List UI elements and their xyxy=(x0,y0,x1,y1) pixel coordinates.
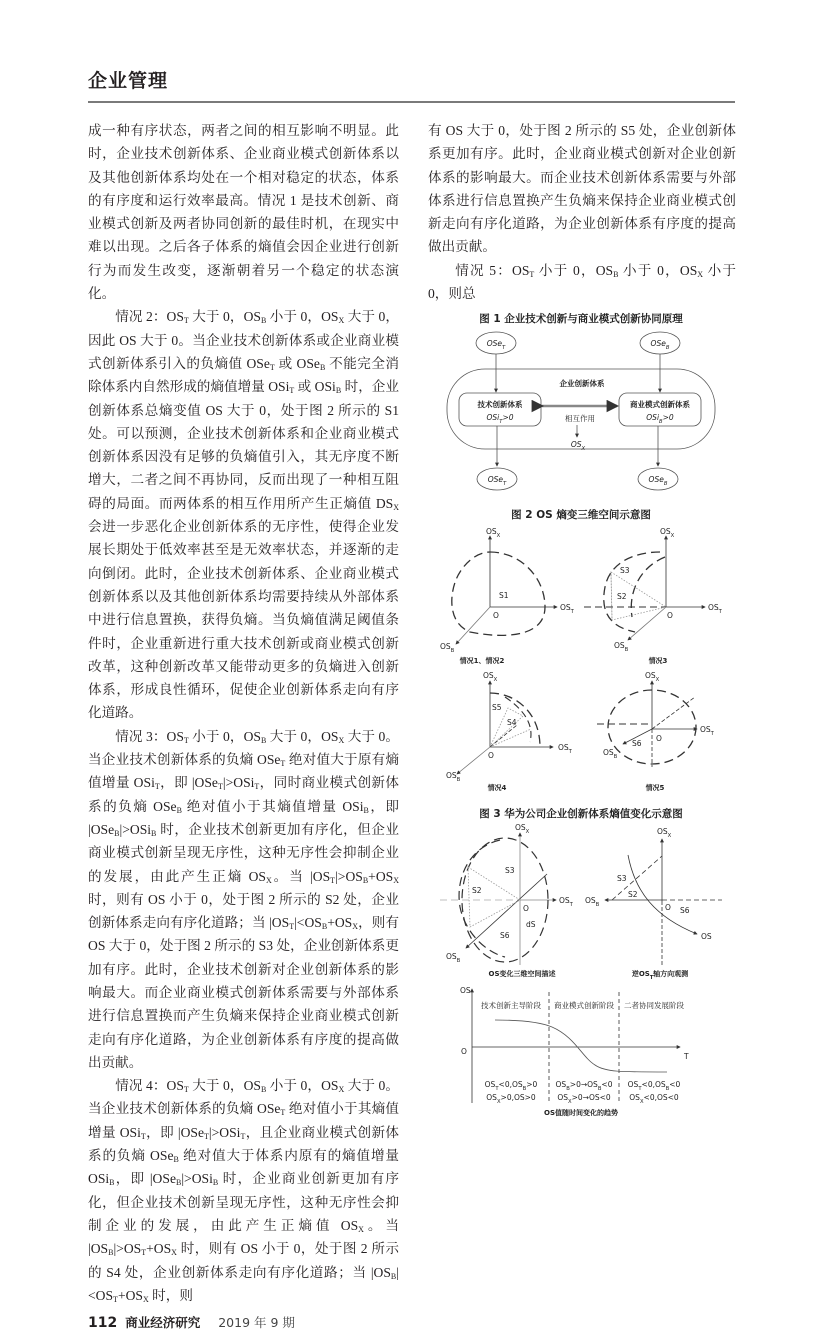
text-run: 大于 0，OS xyxy=(188,309,261,325)
condition-text xyxy=(486,1093,536,1105)
text-run: OSe xyxy=(487,475,504,484)
text-run: OSi xyxy=(646,413,660,422)
caption-case-5: 情况5 xyxy=(645,784,665,792)
figure-3-title: 图 3 华为公司企业创新体系熵值变化示意图 xyxy=(479,808,683,820)
origin-label: O xyxy=(488,751,494,760)
subscript: B xyxy=(456,777,461,783)
subscript: X xyxy=(352,922,359,932)
s5-label: S5 xyxy=(492,703,502,712)
subscript: B xyxy=(613,754,618,760)
text-run: 时，企业技术创新更加有序化，但企业商业模式创新呈现无序性，这种无序性会抑制企业的发展，由此产生正熵 OS xyxy=(88,821,399,884)
text-run: OS xyxy=(700,725,711,734)
text-run: |>OSi xyxy=(208,1124,241,1140)
tech-condition xyxy=(486,413,513,425)
subscript: B xyxy=(260,735,267,745)
subscript: B xyxy=(363,805,369,815)
text-run: >0,OS>0 xyxy=(500,1093,536,1102)
subscript: X xyxy=(581,446,586,452)
subscript: B xyxy=(319,362,326,372)
text-run: 绝对值大于原有熵值增量 OSi xyxy=(88,752,399,791)
enterprise-system-label: 企业创新体系 xyxy=(559,379,605,388)
subscript: B xyxy=(456,958,461,964)
figure-1-title: 图 1 企业技术创新与商业模式创新协同原理 xyxy=(479,313,683,325)
text-run: 成一种有序状态，两者之间的相互影响不明显。此时，企业技术创新体系、企业商业模式创新体系以及其他创新体系均处在一个相对稳定的状态，体系的有序度和运行效率最高。情况 1 是技术创新、商业模式创新及两者协同创新的最佳时机，在现实中难以出现。之后各子体系的熵值会因企业进行创新行为而发生改变，逐渐朝着另一个稳定的状态演化。 xyxy=(88,123,399,302)
text-run: <0,OS<0 xyxy=(643,1093,679,1102)
subscript: X xyxy=(265,875,272,885)
text-run: ，同时商业模式创新体系的负熵 OSe xyxy=(88,775,400,814)
text-run: <0,OS xyxy=(641,1080,666,1089)
subscript: B xyxy=(597,1086,602,1092)
text-run: OS xyxy=(645,671,656,680)
origin-label: O xyxy=(493,611,499,620)
subscript: T xyxy=(330,875,336,885)
subscript: X xyxy=(393,502,399,512)
condition-text xyxy=(556,1080,613,1092)
text-run: OS xyxy=(486,1093,497,1102)
origin-label: O xyxy=(523,904,529,913)
os-curve-label: OS xyxy=(701,932,712,941)
text-run: OS xyxy=(559,896,570,905)
text-run: <0 xyxy=(601,1080,613,1089)
s4-label: S4 xyxy=(507,718,517,727)
text-run: OS xyxy=(486,527,497,536)
text-run: 。当 |OS xyxy=(271,868,331,884)
text-run: OS xyxy=(627,1080,639,1089)
text-run: 大于 0，OS xyxy=(188,1078,261,1094)
text-run: 情况 2：OS xyxy=(115,309,184,325)
stage-label-synergy: 二者协同发展阶段 xyxy=(624,1001,684,1010)
section-title: 企业管理 xyxy=(88,70,169,92)
subscript: T xyxy=(113,1294,118,1304)
subscript: X xyxy=(393,875,399,885)
text-run: 大于 0。当企业技术创新体系的负熵 OSe xyxy=(88,1078,399,1117)
subscript: T xyxy=(141,1248,147,1258)
text-run: 有 OS 大于 0，处于图 2 所示的 S5 处，企业创新体系更加有序。此时，企业商业模式创新对企业创新体系的影响最大。而企业技术创新体系需要与外部体系进行信息置换产生负熵来保持企业商业模式创新走向有序化道路，为企业创新体系有序度的提高做出贡献。 xyxy=(428,123,736,255)
subscript: B xyxy=(566,1086,570,1092)
axis-label-osx xyxy=(486,527,501,539)
text-run: |<OS xyxy=(294,915,322,931)
subscript: T xyxy=(569,902,573,908)
subscript: B xyxy=(595,902,600,908)
s3-label: S3 xyxy=(620,566,630,575)
axis-label-osb xyxy=(440,642,455,654)
text-run: OSe xyxy=(648,475,664,484)
text-run: OS xyxy=(657,827,668,836)
text-run: 小于 0，OS xyxy=(266,1078,339,1094)
text-run: 绝对值小于其熵值增量 OSi xyxy=(88,1101,399,1140)
subscript: X xyxy=(338,735,345,745)
subscript: X xyxy=(525,829,530,835)
subscript: T xyxy=(638,1086,642,1092)
ose-t-in-label xyxy=(487,339,506,351)
subscript: T xyxy=(183,1085,189,1095)
subscript: T xyxy=(495,1086,499,1092)
text-run: OSi xyxy=(486,413,500,422)
subscript: X xyxy=(496,1099,501,1105)
subscript: B xyxy=(624,647,629,653)
panel-3d-description xyxy=(440,823,574,978)
text-run: +OS xyxy=(327,915,353,931)
text-run: OS xyxy=(660,527,671,536)
condition-text xyxy=(629,1093,679,1105)
panel-case-4 xyxy=(446,671,573,792)
subscript: X xyxy=(670,533,675,539)
text-run: ，即 |OSe xyxy=(145,1124,204,1140)
subscript: B xyxy=(260,316,267,326)
subscript: T xyxy=(710,731,714,737)
journal-name: 商业经济研究 xyxy=(125,1315,201,1330)
text-run: |>OS xyxy=(113,1241,142,1257)
business-condition xyxy=(646,413,674,425)
text-run: ，则有 OS 大于 0，处于图 2 所示的 S3 处，企业创新体系更加有序。此时，企业技术创新对企业创新体系的影响最大。而企业商业模式创新体系需要与外部体系进行信息置换而产生负熵来保持企业商业模式创新走向有序化道路，为企业创新体系有序度的提高做出贡献。 xyxy=(88,915,400,1070)
text-run: OS xyxy=(440,642,451,651)
figure-2-title: 图 2 OS 熵变三维空间示意图 xyxy=(511,509,651,521)
tech-innovation-label: 技术创新体系 xyxy=(477,400,523,409)
caption-case-1-2: 情况1、情况2 xyxy=(459,657,505,665)
caption-3d-description: OS变化三维空间描述 xyxy=(488,970,556,978)
text-run: <0,OS xyxy=(498,1080,523,1089)
text-run: 时，企业商业创新更加有序化，但企业技术创新呈现无序性，这种无序性会抑制企业的发展，由此产生正熵值 OS xyxy=(88,1171,400,1233)
axis-label-ost xyxy=(559,896,574,908)
caption-case-4: 情况4 xyxy=(487,784,507,792)
text-run: OS xyxy=(603,748,614,757)
text-run: 小于 0，OS xyxy=(188,728,261,744)
subscript: B xyxy=(450,648,455,654)
text-run: OS xyxy=(614,641,625,650)
subscript: X xyxy=(667,833,672,839)
stage-label-business: 商业模式创新阶段 xyxy=(554,1001,614,1010)
subscript: B xyxy=(335,386,342,396)
text-run: 绝对值小于其熵值增量 OSi xyxy=(181,798,364,814)
subscript: T xyxy=(568,749,572,755)
subscript: B xyxy=(108,1248,114,1258)
osx-label xyxy=(571,440,586,452)
subscript: B xyxy=(114,828,120,838)
condition-text xyxy=(628,1080,681,1092)
caption-case-3: 情况3 xyxy=(648,657,668,665)
text-run: OS xyxy=(558,743,569,752)
subscript: T xyxy=(503,481,507,487)
origin-label: O xyxy=(667,611,673,620)
trend-origin: O xyxy=(461,1047,467,1056)
text-run: 时，企业创新体系总熵变值 OS 大于 0，处于图 2 所示的 S1 处。可以预测，企业技术创新体系和企业商业模式创新体系因没有足够的负熵值引入，其无序度不断增大，二者之间不再协同，反而出现了一种相互阻碍的局面。而两体系的相互作用所产生正熵值 DS xyxy=(88,379,399,511)
text-run: ，即 |OSe xyxy=(159,775,218,791)
subscript: B xyxy=(665,345,670,351)
s6-label: S6 xyxy=(680,906,690,915)
text-run: |>OSi xyxy=(181,1171,213,1187)
panel-case-1-2 xyxy=(440,527,575,665)
axis-label-ost xyxy=(560,603,575,615)
ose-t-out-label xyxy=(488,475,507,487)
subscript: B xyxy=(175,1178,182,1188)
text-run: +OS xyxy=(117,1287,143,1303)
subscript: X xyxy=(493,677,498,683)
subscript: T xyxy=(140,1131,146,1141)
axis-label-osb xyxy=(603,748,618,760)
panel-case-3 xyxy=(584,527,723,665)
axis-label-ost xyxy=(558,743,573,755)
text-run: OS xyxy=(555,1080,567,1089)
text-run: OS xyxy=(515,823,526,832)
text-run: OS xyxy=(446,771,457,780)
trend-y-label: OS xyxy=(460,986,471,995)
text-run: OS xyxy=(708,603,719,612)
subscript: B xyxy=(173,1155,179,1165)
subscript: B xyxy=(260,1085,267,1095)
text-run: 逆OS xyxy=(631,970,650,978)
subscript: X xyxy=(496,533,501,539)
text-run: |<OS xyxy=(88,1264,399,1303)
ose-b-out-label xyxy=(649,475,668,487)
text-run: >0 xyxy=(502,413,514,422)
subscript: B xyxy=(663,481,668,487)
ose-b-in-label xyxy=(651,339,670,351)
subscript: X xyxy=(697,269,704,279)
subscript: T xyxy=(529,269,535,279)
subscript: X xyxy=(142,1294,149,1304)
text-run: OSe xyxy=(486,339,503,348)
text-run: |>OS xyxy=(335,868,363,884)
text-run: |>OSi xyxy=(222,775,255,791)
subscript: T xyxy=(718,609,722,615)
text-run: 大于 0，因此 OS 大于 0。当企业技术创新体系或企业商业模式创新体系引入的负熵值 OSe xyxy=(88,309,399,371)
subscript: T xyxy=(502,345,506,351)
subscript: B xyxy=(151,828,157,838)
text-run: OS xyxy=(446,952,457,961)
condition-text xyxy=(485,1080,538,1092)
subscript: T xyxy=(254,782,260,792)
text-run: >0→OS<0 xyxy=(571,1093,611,1102)
subscript: T xyxy=(183,316,189,326)
figure-1 xyxy=(447,312,715,490)
panel-case-5 xyxy=(597,671,715,792)
axis-label-osb xyxy=(446,952,461,964)
origin-label: O xyxy=(665,903,671,912)
text-run: 或 OSe xyxy=(274,355,320,371)
text-run: 小于 0，OS xyxy=(534,262,614,278)
text-run: 时，则有 OS 小于 0，处于图 2 所示的 S4 处，企业创新体系走向有序化道路；当 |OS xyxy=(88,1241,399,1280)
text-run: >0 xyxy=(662,413,674,422)
subscript: T xyxy=(280,759,286,769)
subscript: B xyxy=(390,1271,397,1281)
page-footer xyxy=(88,1313,295,1331)
subscript: T xyxy=(154,782,160,792)
axis-label-osx xyxy=(657,827,672,839)
text-run: OS xyxy=(570,440,582,449)
text-run: OS xyxy=(629,1093,640,1102)
subscript: B xyxy=(613,269,619,279)
subscript: T xyxy=(499,419,503,425)
panel-reverse-ost-view xyxy=(585,827,722,981)
text-run: >0 xyxy=(526,1080,538,1089)
subscript: T xyxy=(289,922,295,932)
subscript: B xyxy=(176,805,182,815)
page-number: 112 xyxy=(88,1315,118,1331)
text-run: 大于 0，OS xyxy=(266,728,339,744)
text-run: OS xyxy=(585,896,596,905)
subscript: T xyxy=(289,386,295,396)
issue-label: 2019 年 9 期 xyxy=(218,1315,295,1330)
text-run: +OS xyxy=(146,1241,172,1257)
s6-label: S6 xyxy=(500,931,510,940)
axis-label-ost xyxy=(708,603,723,615)
text-run: 小于 0，则总 xyxy=(428,262,736,302)
figure-2 xyxy=(440,508,723,792)
caption-reverse-ost-view xyxy=(631,969,688,981)
s2-label: S2 xyxy=(617,592,627,601)
text-run: 情况 3：OS xyxy=(115,728,184,744)
stage-label-tech: 技术创新主导阶段 xyxy=(481,1001,541,1010)
text-run: |>OSi xyxy=(119,821,152,837)
interaction-label: 相互作用 xyxy=(565,414,595,423)
axis-label-osx xyxy=(660,527,675,539)
subscript: T xyxy=(217,782,223,792)
text-run: 小于 0，OS xyxy=(618,262,698,278)
subscript: T xyxy=(649,975,654,981)
text-run: <0 xyxy=(669,1080,681,1089)
text-run: ，即 |OSe xyxy=(88,798,400,837)
os-trend-curve xyxy=(495,1020,667,1072)
text-run: 大于 0。当企业技术创新体系的负熵 OSe xyxy=(88,728,399,768)
ds-label: dS xyxy=(526,920,536,929)
subscript: T xyxy=(240,1131,246,1141)
text-run: 或 OSi xyxy=(294,379,336,395)
text-run: 时，则 xyxy=(148,1287,193,1303)
text-run: 不能完全消除体系内自然形成的熵值增量 OSi xyxy=(88,355,399,395)
text-run: 情况 5：OS xyxy=(455,262,530,278)
s6-label: S6 xyxy=(632,739,642,748)
trend-x-label: T xyxy=(684,1052,689,1061)
subscript: X xyxy=(338,316,345,326)
subscript: B xyxy=(665,1086,670,1092)
subscript: B xyxy=(522,1086,527,1092)
text-run: OS xyxy=(557,1093,568,1102)
subscript: B xyxy=(659,419,663,425)
subscript: T xyxy=(280,1108,286,1118)
text-run: >0→OS xyxy=(569,1080,598,1089)
subscript: X xyxy=(639,1099,644,1105)
text-run: 情况 4：OS xyxy=(115,1078,184,1094)
subscript: B xyxy=(109,1178,115,1188)
subscript: B xyxy=(321,922,328,932)
axis-label-osb xyxy=(614,641,629,653)
subscript: T xyxy=(570,609,574,615)
axis-label-ost xyxy=(700,725,715,737)
origin-label: O xyxy=(656,734,662,743)
text-run: 小于 0，OS xyxy=(266,309,339,325)
subscript: T xyxy=(204,1131,209,1141)
text-run: 轴方向观测 xyxy=(653,970,689,978)
subscript: X xyxy=(338,1085,345,1095)
text-run: 。当 |OS xyxy=(88,1217,399,1257)
subscript: B xyxy=(362,875,369,885)
s2-label: S2 xyxy=(628,890,638,899)
condition-text xyxy=(557,1093,611,1105)
panel-os-trend xyxy=(460,986,689,1117)
subscript: X xyxy=(171,1248,177,1258)
text-run: +OS xyxy=(368,868,394,884)
text-run: ，即 |OSe xyxy=(114,1171,176,1187)
text-run: 时，则有 OS 小于 0，处于图 2 所示的 S2 处，企业创新体系走向有序化道路；当 |OS xyxy=(88,891,399,931)
figure-3 xyxy=(440,807,722,1117)
s1-label: S1 xyxy=(499,591,509,600)
text-run: 绝对值大于体系内原有的熵值增量 OSi xyxy=(88,1148,399,1187)
subscript: X xyxy=(655,677,660,683)
axis-label-osb xyxy=(585,896,600,908)
text-run: OS xyxy=(484,1080,496,1089)
subscript: T xyxy=(183,735,189,745)
s3-label: S3 xyxy=(505,866,515,875)
subscript: T xyxy=(269,362,275,372)
axis-label-osx xyxy=(515,823,530,835)
caption-os-trend: OS值随时间变化的趋势 xyxy=(544,1109,618,1117)
text-run: 会进一步恶化企业创新体系的无序性，使得企业发展长期处于低效率甚至是无效率状态，并逐渐的走向倒闭。此时，企业技术创新体系、企业商业模式创新体系以及其他创新体系均需要持续从外部体系中进行信息置换，获得负熵。当负熵值满足阈值条件时，企业重新进行重大技术创新或商业模式创新改革，这种创新改革又能带动更多的负熵进入创新体系，形成良性循环，促使企业创新体系走向有序化道路。 xyxy=(88,519,399,721)
text-run: OS xyxy=(483,671,494,680)
subscript: X xyxy=(358,1224,364,1234)
business-model-label: 商业模式创新体系 xyxy=(630,400,690,409)
s2-label: S2 xyxy=(472,886,482,895)
text-run: ，且企业商业模式创新体系的负熵 OSe xyxy=(88,1124,400,1164)
text-run: OS xyxy=(560,603,571,612)
text-run: OSe xyxy=(650,339,666,348)
subscript: X xyxy=(568,1099,572,1105)
s3-label: S3 xyxy=(617,874,627,883)
subscript: B xyxy=(212,1178,219,1188)
